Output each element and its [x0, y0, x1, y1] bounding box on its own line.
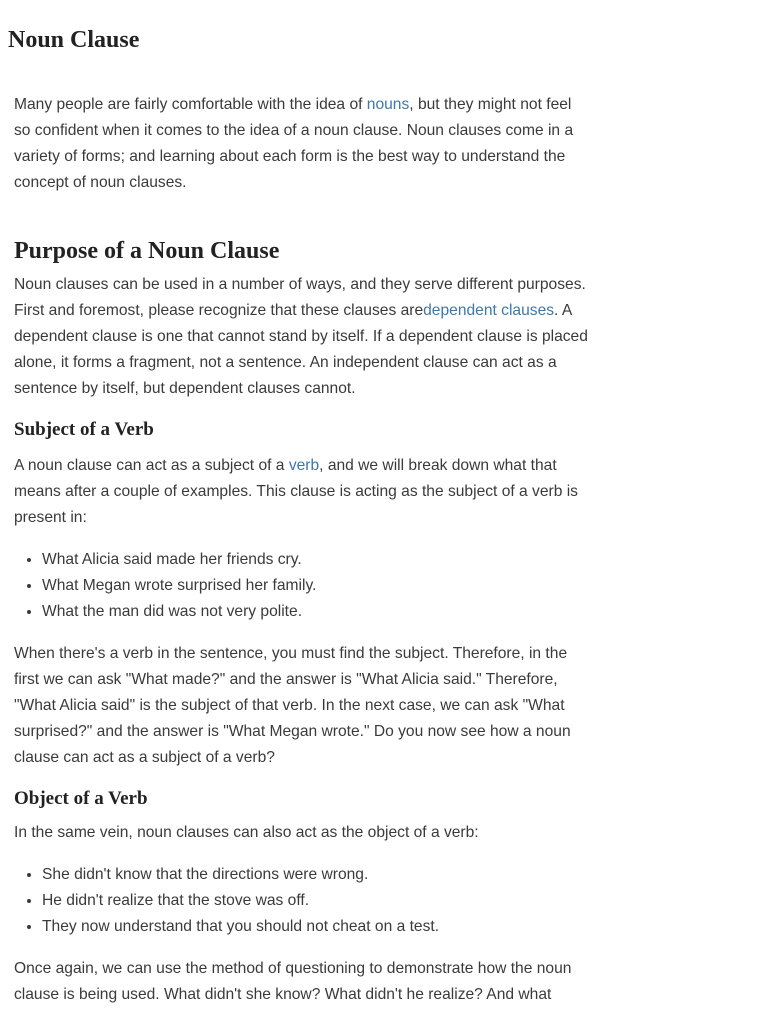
- subject-text-end: , and we will break down what that means after a couple of examples. This clause is acting as the subject of a verb is present in:: [14, 457, 578, 526]
- subject-paragraph: [14, 453, 592, 531]
- object-intro-paragraph: In the same vein, noun clauses can also act as the object of a verb:: [14, 824, 479, 841]
- object-examples-list: [14, 862, 592, 940]
- list-item: • She didn't know that the directions were wrong.: [42, 862, 592, 888]
- verb-link[interactable]: verb: [288, 457, 320, 474]
- list-item: • What Alicia said made her friends cry.: [42, 547, 592, 573]
- article-content: [14, 92, 592, 1008]
- intro-text-start: Many people are fairly comfortable with the idea of: [14, 96, 367, 113]
- list-item: • He didn't realize that the stove was off.: [42, 888, 592, 914]
- purpose-heading: Purpose of a Noun Clause: [14, 238, 280, 264]
- subject-of-verb-heading: Subject of a Verb: [14, 419, 154, 440]
- purpose-paragraph: [14, 272, 592, 402]
- dependent-clauses-link[interactable]: dependent clauses: [423, 302, 555, 319]
- purpose-text-start: Noun clauses can be used in a number of ways, and they serve different purposes. First and foremost, please recognize that these clauses are: [14, 276, 586, 319]
- intro-text-end: , but they might not feel so confident when it comes to the idea of a noun clause. Noun clauses come in a variety of forms; and learning about each form is the best way to understand the concept of noun clauses.: [14, 96, 574, 191]
- subject-text-start: A noun clause can act as a subject of a: [14, 457, 289, 474]
- object-of-verb-heading: Object of a Verb: [14, 788, 148, 809]
- list-item: • They now understand that you should not cheat on a test.: [42, 914, 592, 940]
- subject-explanation-paragraph: When there's a verb in the sentence, you must find the subject. Therefore, in the first we can ask "What made?" and the answer is "What Alicia said." Therefore, "What Alicia said" is the subject of that verb. In the next case, we can ask "What surprised?" and the answer is "What Megan wrote." Do you now see how a noun clause can act as a subject of a verb?: [14, 645, 571, 766]
- list-item: • What Megan wrote surprised her family.: [42, 573, 592, 599]
- nouns-link[interactable]: nouns: [366, 96, 410, 113]
- list-item: • What the man did was not very polite.: [42, 599, 592, 625]
- intro-paragraph: [14, 92, 592, 196]
- page-title: Noun Clause: [8, 27, 140, 53]
- subject-examples-list: [14, 547, 592, 625]
- object-explanation-paragraph: Once again, we can use the method of questioning to demonstrate how the noun clause is being used. What didn't she know? What didn't he realize? And what: [14, 960, 572, 1003]
- purpose-text-end: . A dependent clause is one that cannot stand by itself. If a dependent clause is placed alone, it forms a fragment, not a sentence. An independent clause can act as a sentence by itself, but dependent clauses cannot.: [14, 302, 588, 397]
